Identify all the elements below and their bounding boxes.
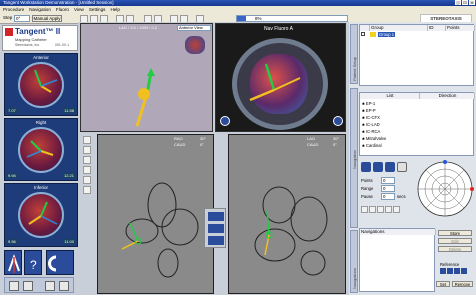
ref-icon[interactable] (397, 162, 407, 172)
product-subtitle: Mapping Catheter (15, 37, 47, 42)
zoom-value: 8% (255, 16, 262, 21)
group-table-header: Points (446, 25, 475, 31)
thumb-right[interactable] (4, 118, 78, 181)
product-name: Tangent™ II (15, 27, 61, 36)
product-logo (2, 25, 78, 51)
range-label: Range (361, 186, 374, 191)
list-item[interactable]: ♣ EP-P (362, 108, 376, 113)
thumb-left-value: 9.56 (8, 239, 16, 244)
nav-mode-icon[interactable] (361, 162, 371, 172)
maximize-button[interactable]: □ (463, 0, 467, 5)
thumb-right-value: 11.00 (64, 239, 74, 244)
nav-mode-icon-2[interactable] (373, 162, 383, 172)
navigations-header: Navigations (360, 229, 436, 235)
thumb-title: Right (35, 120, 47, 125)
group-table-header (360, 25, 370, 31)
list-table-header: Direction (420, 93, 475, 99)
magnet-icon (47, 251, 75, 276)
prev-icon[interactable] (369, 206, 376, 213)
rao-caud-degree: 0° (200, 142, 204, 147)
playback-controls (361, 206, 400, 213)
nav-fluoro-view[interactable] (215, 23, 346, 132)
tab-label: Navigations (352, 268, 357, 289)
folder-icon (370, 32, 376, 37)
first-icon[interactable] (361, 206, 368, 213)
thumb-left-value: 7.07 (8, 108, 16, 113)
tab-label: Patient Setup (352, 56, 357, 81)
step-label: Step (3, 15, 13, 20)
lao-overlays (229, 135, 347, 295)
menu-procedure[interactable]: Procedure (3, 7, 25, 12)
points-label: Points (361, 178, 373, 183)
list-item-label: EP-1 (365, 101, 376, 106)
list-item-label: MitralValve (365, 136, 387, 141)
bottom-status-buttons (4, 277, 74, 293)
rao-caud-label: CAUD (174, 142, 186, 147)
menu-navigation[interactable]: Navigation (29, 7, 51, 12)
zoom-slider-fill (237, 16, 246, 21)
lock-icon[interactable] (23, 281, 33, 291)
menu-settings[interactable]: Settings (88, 7, 106, 12)
line-icon[interactable] (83, 166, 91, 174)
menu-help[interactable]: Help (110, 7, 120, 12)
group-table-header: ID (428, 25, 446, 31)
rao-overlays (98, 135, 215, 295)
thumb-right-value: 11.58 (64, 108, 74, 113)
magnet-button[interactable] (46, 250, 74, 275)
list-item[interactable]: ♣ EP-1 (362, 101, 376, 106)
arrows-icon (5, 251, 23, 276)
list-item-label: IC-RCA (365, 129, 381, 134)
play-icon[interactable] (377, 206, 384, 213)
nav-view-title: Nav Fluoro A (264, 26, 293, 32)
pause-label: Pause (361, 194, 373, 199)
side-tab-navigations[interactable] (350, 230, 358, 293)
stereotaxis-icon (5, 28, 13, 36)
view-dropdown[interactable]: Anterior View (177, 25, 211, 31)
nav-mode-icon-3[interactable] (385, 162, 395, 172)
store-button[interactable]: Store (438, 230, 472, 236)
list-item[interactable]: ♣ MitralValve (362, 136, 387, 141)
group-name: Group 1 (379, 32, 395, 37)
thumb-right-value: 12.21 (63, 173, 74, 178)
list-table-header: List (360, 93, 420, 99)
warning-icon[interactable] (45, 281, 55, 291)
manual-apply-button[interactable]: Manual Apply (33, 16, 61, 21)
fluoro-tools (204, 208, 226, 248)
rao-fluoro-view[interactable] (97, 134, 214, 294)
minimize-button[interactable]: _ (456, 0, 460, 5)
magnet-ref-icon[interactable] (440, 268, 446, 274)
list-table (359, 92, 474, 156)
curve-icon[interactable] (83, 186, 91, 194)
list-item-label: IC-LAD (365, 122, 380, 127)
group-table (359, 24, 474, 86)
crosshair-icon[interactable] (83, 146, 91, 154)
side-tab-patient-setup[interactable] (350, 24, 358, 84)
magnet-small-icon-3[interactable] (208, 236, 224, 245)
lao-label: LAO (307, 136, 316, 141)
reference-magnets (440, 268, 467, 274)
list-item-label: EP-P (365, 108, 376, 113)
lao-fluoro-view[interactable] (228, 134, 346, 294)
nav-vectors (216, 24, 347, 133)
magnet-small-icon[interactable] (208, 212, 224, 221)
pause-unit: secs (397, 194, 406, 199)
catheter-vectors (81, 24, 214, 133)
step-input[interactable]: 0° (14, 15, 30, 22)
rao-label: RAO (174, 136, 183, 141)
edit-button[interactable]: Edit (438, 238, 472, 244)
tool-column (80, 134, 96, 202)
thumb-title: Inferior (33, 185, 48, 190)
thumb-inferior[interactable] (4, 183, 78, 247)
range-input[interactable]: 0 (381, 185, 395, 192)
info-icon[interactable] (59, 281, 69, 291)
magnet-ref-icon-3[interactable] (454, 268, 460, 274)
group-table-header: Group (370, 25, 428, 31)
thumb-title: Anterior (33, 55, 49, 60)
menu-fluoro[interactable]: Fluoro (55, 7, 69, 12)
magnet-small-icon-2[interactable] (208, 224, 224, 233)
lao-caud-degree: 0° (333, 142, 337, 147)
user-icon[interactable] (9, 281, 19, 291)
erase-icon[interactable] (83, 176, 91, 184)
close-view-icon[interactable] (333, 116, 343, 126)
delete-button[interactable]: Delete (438, 246, 472, 252)
rotate-icon[interactable] (220, 116, 230, 126)
navigate-button[interactable] (4, 250, 22, 275)
lao-caud-label: CAUD (307, 142, 319, 147)
zoom-slider[interactable] (236, 15, 348, 22)
close-button[interactable]: × (470, 0, 474, 5)
remove-button[interactable]: Remove (452, 281, 473, 287)
product-maker: Stereotaxis, Inc. (15, 43, 41, 47)
menu-bar (0, 6, 476, 13)
points-input[interactable]: 0 (381, 177, 395, 184)
magnet-ref-icon-2[interactable] (447, 268, 453, 274)
pause-input[interactable]: 0 (381, 193, 395, 200)
list-item[interactable]: ♣ IC-LAD (362, 122, 380, 127)
lao-degree: 30° (333, 136, 340, 141)
rao-degree: 30° (200, 136, 207, 141)
group-checkbox[interactable] (361, 32, 365, 36)
question-icon (25, 251, 43, 276)
thumb-anterior[interactable] (4, 53, 78, 116)
reference-label: Reference (440, 262, 460, 267)
next-icon[interactable] (385, 206, 392, 213)
set-button[interactable]: Set (436, 281, 450, 287)
view-info: LAO / 3.0 / 1000 / 0.2 (119, 25, 158, 30)
window-title: Tangent Workstation Demonstration - [Untitled Session] (3, 0, 114, 5)
svg-text:?: ? (30, 258, 37, 272)
magnet-ref-icon-4[interactable] (461, 268, 467, 274)
list-item-label: IC-CFX (365, 115, 380, 120)
navigations-list[interactable] (359, 228, 435, 292)
list-item-label: Cardinal (365, 143, 382, 148)
list-item[interactable]: ♣ IC-CFX (362, 115, 380, 120)
side-tab-navigation[interactable] (350, 88, 358, 228)
list-item[interactable]: ♣ Cardinal (362, 143, 382, 148)
main-3d-view[interactable] (80, 23, 213, 132)
product-code: 001-00-1 (55, 43, 70, 47)
table-row[interactable] (361, 32, 473, 39)
apply-button[interactable] (24, 250, 42, 275)
pencil-icon[interactable] (83, 136, 91, 144)
point-icon[interactable] (83, 156, 91, 164)
tab-label: Navigation (352, 150, 357, 169)
polar-target[interactable] (416, 158, 474, 220)
brand-logo: STEREOTAXIS (420, 14, 472, 23)
thumb-left-value: 9.94 (8, 173, 16, 178)
list-item[interactable]: ♣ IC-RCA (362, 129, 381, 134)
last-icon[interactable] (393, 206, 400, 213)
menu-view[interactable]: View (73, 7, 84, 12)
nav-controls (359, 160, 415, 224)
